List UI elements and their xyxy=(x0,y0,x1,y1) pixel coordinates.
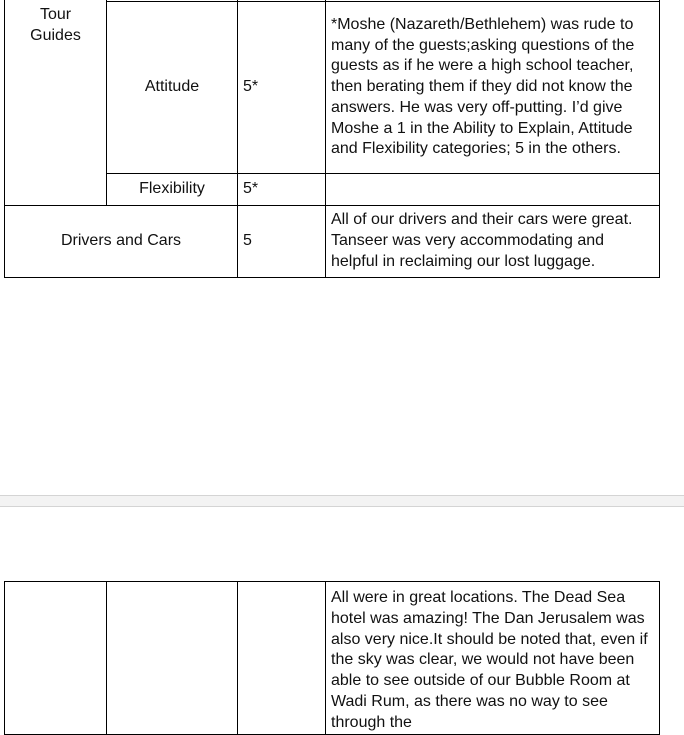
score-drivers: 5 xyxy=(238,206,326,278)
page-bottom xyxy=(0,507,684,731)
review-table-bottom xyxy=(4,581,660,735)
score-hotels xyxy=(238,582,326,735)
comment-drivers: All of our drivers and their cars were great. Tanseer was very accommodating and helpful in reclaiming our lost luggage. xyxy=(326,206,660,278)
category-tour-guides: Tour Guides xyxy=(5,0,107,206)
comment-attitude: *Moshe (Nazareth/Bethlehem) was rude to many of the guests;asking questions of the guests as if he were a high school teacher, then berating them if they did not know the answers. He was very off-putting. I’d give Moshe a 1 in the Ability to Explain, Attitude and Flexibility categories; 5 in the others. xyxy=(326,2,660,174)
table-row xyxy=(5,206,660,278)
review-table-top xyxy=(4,0,660,278)
score-flexibility: 5* xyxy=(238,174,326,206)
category-hotels xyxy=(5,582,107,735)
criterion-attitude: Attitude xyxy=(107,2,238,174)
comment-hotels: All were in great locations. The Dead Sea hotel was amazing! The Dan Jerusalem was also very nice.It should be noted that, even if the sky was clear, we would not have been able to see outside of our Bubble Room at Wadi Rum, as there was no way to see through the xyxy=(326,582,660,735)
category-drivers-and-cars: Drivers and Cars xyxy=(5,206,238,278)
comment-flexibility xyxy=(326,174,660,206)
criterion-flexibility: Flexibility xyxy=(107,174,238,206)
table-row xyxy=(5,582,660,735)
criterion-hotels xyxy=(107,582,238,735)
score-attitude: 5* xyxy=(238,2,326,174)
page-break xyxy=(0,495,684,507)
